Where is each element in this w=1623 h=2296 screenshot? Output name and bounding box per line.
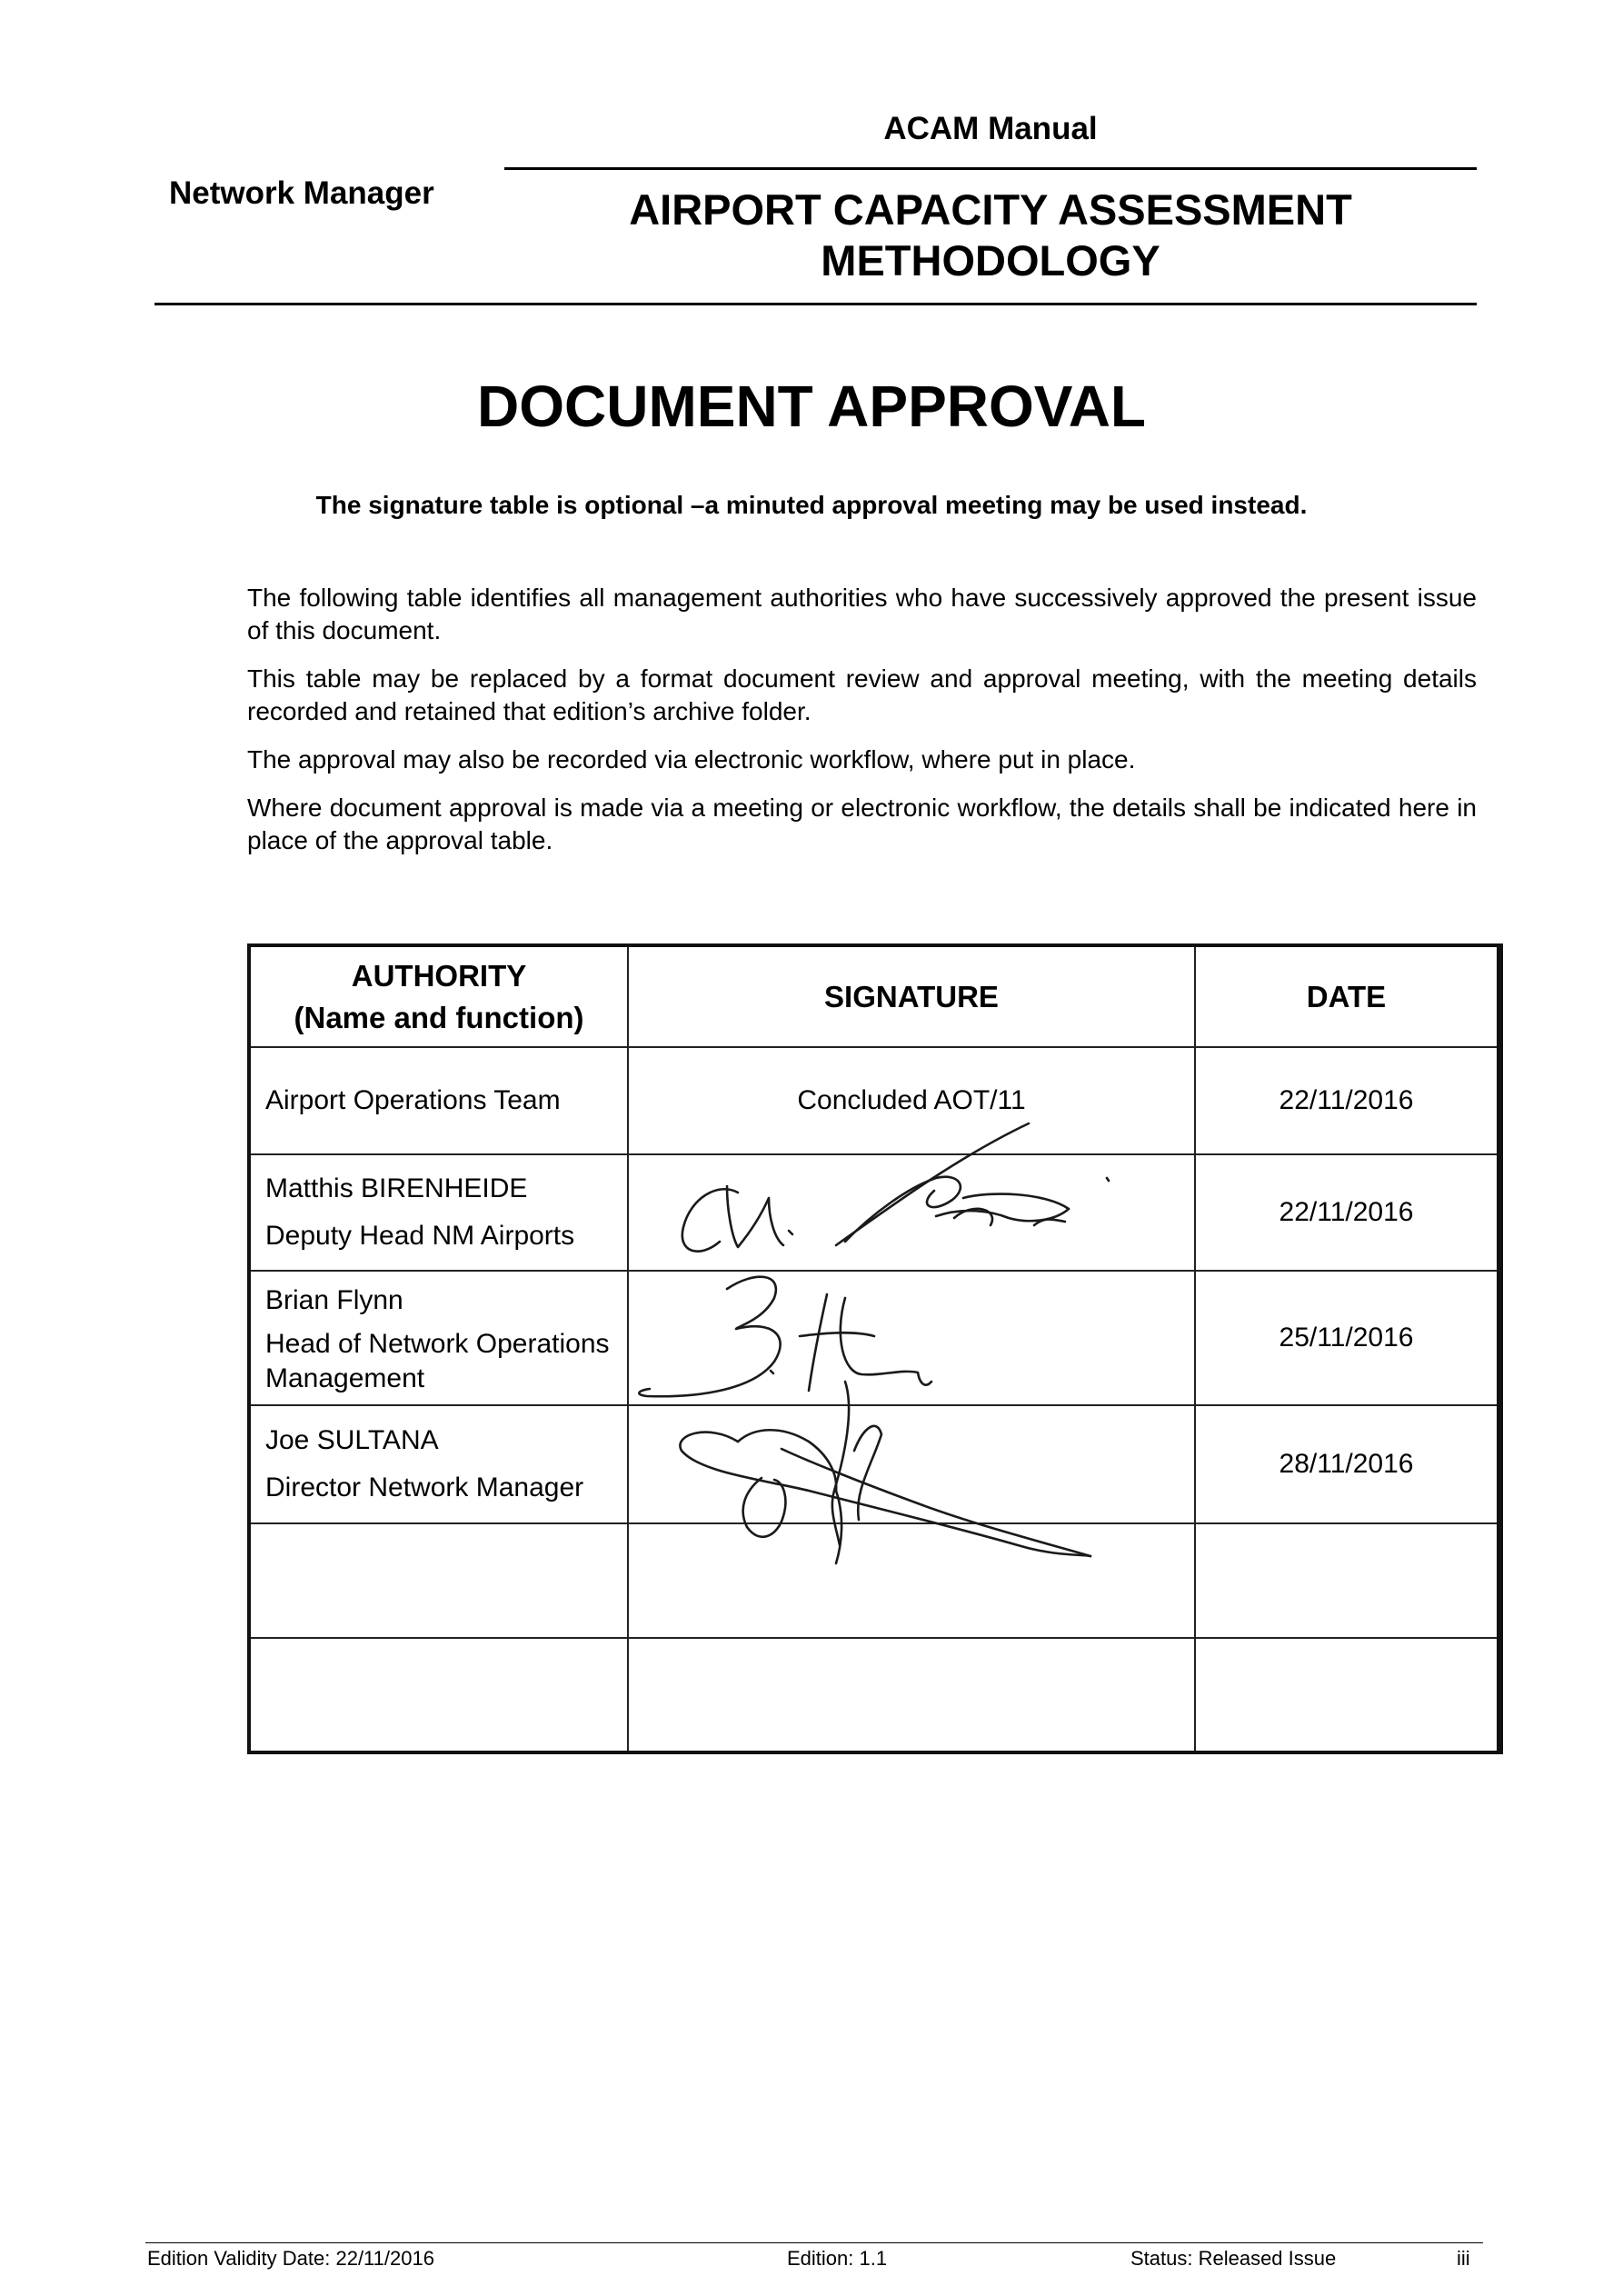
authority-header-line2: (Name and function) <box>294 1000 584 1034</box>
header-divider-top <box>504 167 1477 170</box>
authority-cell <box>251 1047 628 1154</box>
date-header: DATE <box>1195 947 1497 1047</box>
authority-function: Head of Network Operations Management <box>265 1329 610 1393</box>
paragraph: The following table identifies all management authorities who have successively approved the present issue of this document. <box>247 584 1477 644</box>
authority-cell <box>251 1271 628 1405</box>
body-text <box>247 582 1477 873</box>
authority-header <box>251 947 628 1047</box>
authority-name: Brian Flynn <box>265 1285 403 1315</box>
authority-header-line1: AUTHORITY <box>351 958 527 993</box>
authority-cell <box>251 1523 628 1638</box>
header-divider-bottom <box>154 303 1477 305</box>
table-row <box>251 1523 1497 1638</box>
signature-cell <box>628 1271 1195 1405</box>
authority-name: Joe SULTANA <box>265 1425 439 1455</box>
paragraph: The approval may also be recorded via electronic workflow, where put in place. <box>247 745 1136 774</box>
paragraph: Where document approval is made via a meeting or electronic workflow, the details shall be indicated here in place of the approval table. <box>247 794 1477 854</box>
signature-cell: Concluded AOT/11 <box>628 1047 1195 1154</box>
approval-table <box>247 943 1503 1754</box>
document-title <box>504 185 1477 286</box>
authority-cell <box>251 1154 628 1271</box>
footer-edition: Edition: 1.1 <box>787 2247 888 2270</box>
footer-validity-date: Edition Validity Date: 22/11/2016 <box>147 2247 434 2270</box>
approval-note: The signature table is optional –a minuted approval meeting may be used instead. <box>315 491 1308 519</box>
signature-header: SIGNATURE <box>628 947 1195 1047</box>
table-row <box>251 1271 1497 1405</box>
date-cell <box>1195 1638 1497 1751</box>
signature-cell <box>628 1523 1195 1638</box>
paragraph: This table may be replaced by a format document review and approval meeting, with the meeting details recorded and retained that edition’s archive folder. <box>247 664 1477 725</box>
authority-name: Airport Operations Team <box>265 1085 561 1115</box>
date-cell: 28/11/2016 <box>1195 1405 1497 1523</box>
footer-status: Status: Released Issue <box>1130 2247 1337 2270</box>
page-title: DOCUMENT APPROVAL <box>477 374 1146 439</box>
authority-cell <box>251 1638 628 1751</box>
date-cell: 22/11/2016 <box>1195 1047 1497 1154</box>
footer-divider <box>145 2242 1483 2243</box>
table-header-row <box>251 947 1497 1047</box>
table-row <box>251 1638 1497 1751</box>
table-row <box>251 1154 1497 1271</box>
authority-name: Matthis BIRENHEIDE <box>265 1173 528 1203</box>
signature-cell <box>628 1405 1195 1523</box>
document-title-line1: AIRPORT CAPACITY ASSESSMENT <box>629 185 1352 234</box>
table-row <box>251 1405 1497 1523</box>
signature-cell <box>628 1154 1195 1271</box>
footer-page-number: iii <box>1457 2247 1470 2270</box>
authority-cell <box>251 1405 628 1523</box>
document-title-line2: METHODOLOGY <box>821 236 1160 285</box>
organisation-name: Network Manager <box>169 175 434 211</box>
date-cell <box>1195 1523 1497 1638</box>
authority-function: Director Network Manager <box>265 1472 584 1502</box>
authority-function: Deputy Head NM Airports <box>265 1221 575 1251</box>
signature-cell <box>628 1638 1195 1751</box>
document-name: ACAM Manual <box>883 111 1098 146</box>
date-cell: 22/11/2016 <box>1195 1154 1497 1271</box>
table-row <box>251 1047 1497 1154</box>
date-cell: 25/11/2016 <box>1195 1271 1497 1405</box>
